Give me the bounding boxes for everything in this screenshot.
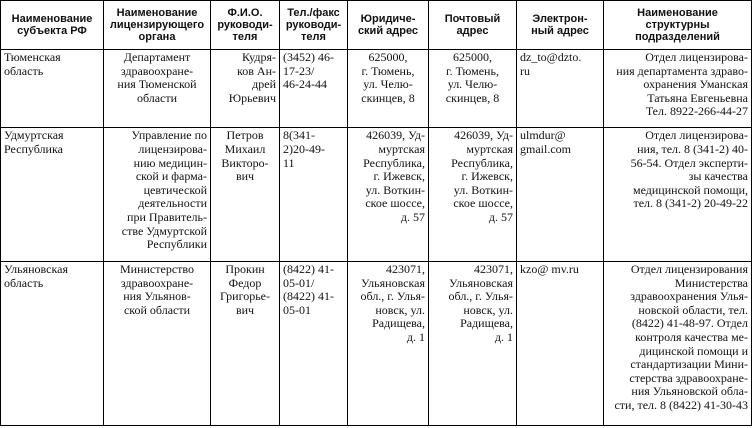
cell-organ: Управление по лицензирова- нию медицин- ской и фарма- цевтической деятельности при Правитель- стве Удмуртской Республики	[104, 128, 211, 262]
cell-phone: (3452) 46- 17-23/ 46-24-44	[280, 50, 348, 128]
cell-structural-units: Отдел лицензирования Министерства здравоохранения Улья- новской области, тел. (8422) 41-48-97. Отдел контроля качества ме- дицинской помощи и стандартизации Мини- стерства здравоохране- ния Ульяновской обла- сти, тел. 8 (8422) 41-30-43	[604, 262, 752, 426]
cell-organ: Департамент здравоохране- ния Тюменской области	[104, 50, 211, 128]
cell-organ: Министерство здравоохране- ния Ульянов- ской области	[104, 262, 211, 426]
cell-structural-units: Отдел лицензирова- ния, тел. 8 (341-2) 40- 56-54. Отдел эксперти- зы качества медицинской помощи, тел. 8 (341-2) 20-49-22	[604, 128, 752, 262]
cell-head-name: Петров Михаил Викторо- вич	[211, 128, 280, 262]
cell-subject: Ульяновская область	[1, 262, 104, 426]
cell-head-name: Кудря- ков Ан- дрей Юрьевич	[211, 50, 280, 128]
cell-subject: Удмуртская Республика	[1, 128, 104, 262]
cell-email: ulmdur@ gmail.com	[517, 128, 604, 262]
header-postal-address: Почтовый адрес	[429, 1, 517, 50]
cell-phone: (8422) 41- 05-01/ (8422) 41- 05-01	[280, 262, 348, 426]
cell-legal-address: 423071, Ульяновская обл., г. Улья- новск, ул. Радищева, д. 1	[348, 262, 429, 426]
cell-email: kzo@ mv.ru	[517, 262, 604, 426]
cell-postal-address: 423071, Ульяновская обл., г. Улья- новск, ул. Радищева, д. 1	[429, 262, 517, 426]
table-row	[1, 262, 752, 426]
cell-head-name: Прокин Федор Григорье- вич	[211, 262, 280, 426]
cell-legal-address: 625000, г. Тюмень, ул. Челю- скинцев, 8	[348, 50, 429, 128]
table-row	[1, 128, 752, 262]
header-organ: Наименование лицензирующего органа	[104, 1, 211, 50]
header-phone: Тел./факс руководи- теля	[280, 1, 348, 50]
cell-legal-address: 426039, Уд- муртская Республика, г. Ижевск, ул. Воткин- ское шоссе, д. 57	[348, 128, 429, 262]
header-structural-units: Наименование структурны подразделений	[604, 1, 752, 50]
header-head-name: Ф.И.О. руководи- теля	[211, 1, 280, 50]
cell-postal-address: 625000, г. Тюмень, ул. Челю- скинцев, 8	[429, 50, 517, 128]
cell-structural-units: Отдел лицензирова- ния департамента здраво- охранения Уманская Татьяна Евгеньевна Тел. 8922-266-44-27	[604, 50, 752, 128]
header-email: Электрон- ный адрес	[517, 1, 604, 50]
cell-subject: Тюменская область	[1, 50, 104, 128]
cell-email: dz_to@dzto. ru	[517, 50, 604, 128]
cell-phone: 8(341- 2)20-49- 11	[280, 128, 348, 262]
table-row	[1, 50, 752, 128]
header-legal-address: Юридиче- ский адрес	[348, 1, 429, 50]
header-subject: Наименование субъекта РФ	[1, 1, 104, 50]
header-row	[1, 1, 752, 50]
cell-postal-address: 426039, Уд- муртская Республика, г. Ижевск, ул. Воткин- ское шоссе, д. 57	[429, 128, 517, 262]
